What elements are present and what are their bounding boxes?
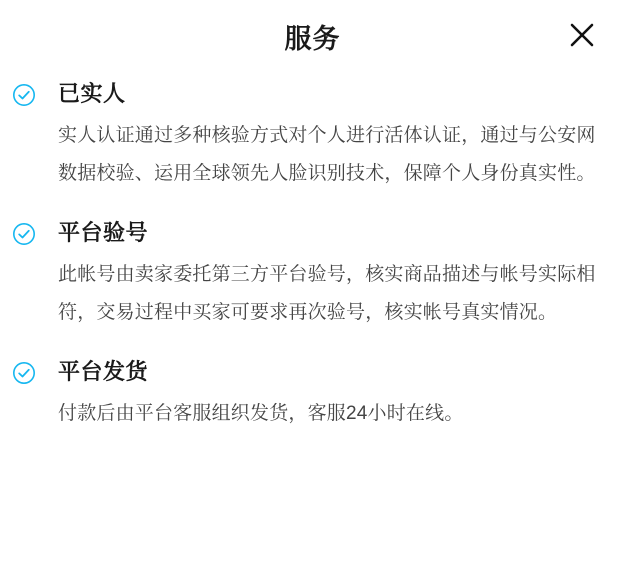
service-section-list [0, 80, 625, 433]
service-section [0, 80, 625, 193]
service-section-body: 付款后由平台客服组织发货，客服24小时在线。 [58, 403, 464, 424]
close-icon[interactable] [561, 14, 603, 56]
sheet-header [0, 0, 625, 72]
page-title: 服务 [284, 23, 341, 54]
service-section [0, 358, 625, 433]
check-circle-icon [12, 222, 36, 246]
check-circle-icon [12, 361, 36, 385]
service-section-body: 此帐号由卖家委托第三方平台验号，核实商品描述与帐号实际相符，交易过程中买家可要求再次验号，核实帐号真实情况。 [58, 264, 596, 323]
service-section-title: 平台验号 [58, 220, 149, 245]
service-section-body: 实人认证通过多种核验方式对个人进行活体认证，通过与公安网数据校验、运用全球领先人脸识别技术，保障个人身份真实性。 [58, 125, 596, 184]
service-section-title: 已实人 [58, 81, 126, 106]
service-section-title: 平台发货 [58, 359, 149, 384]
service-section [0, 219, 625, 332]
check-circle-icon [12, 83, 36, 107]
